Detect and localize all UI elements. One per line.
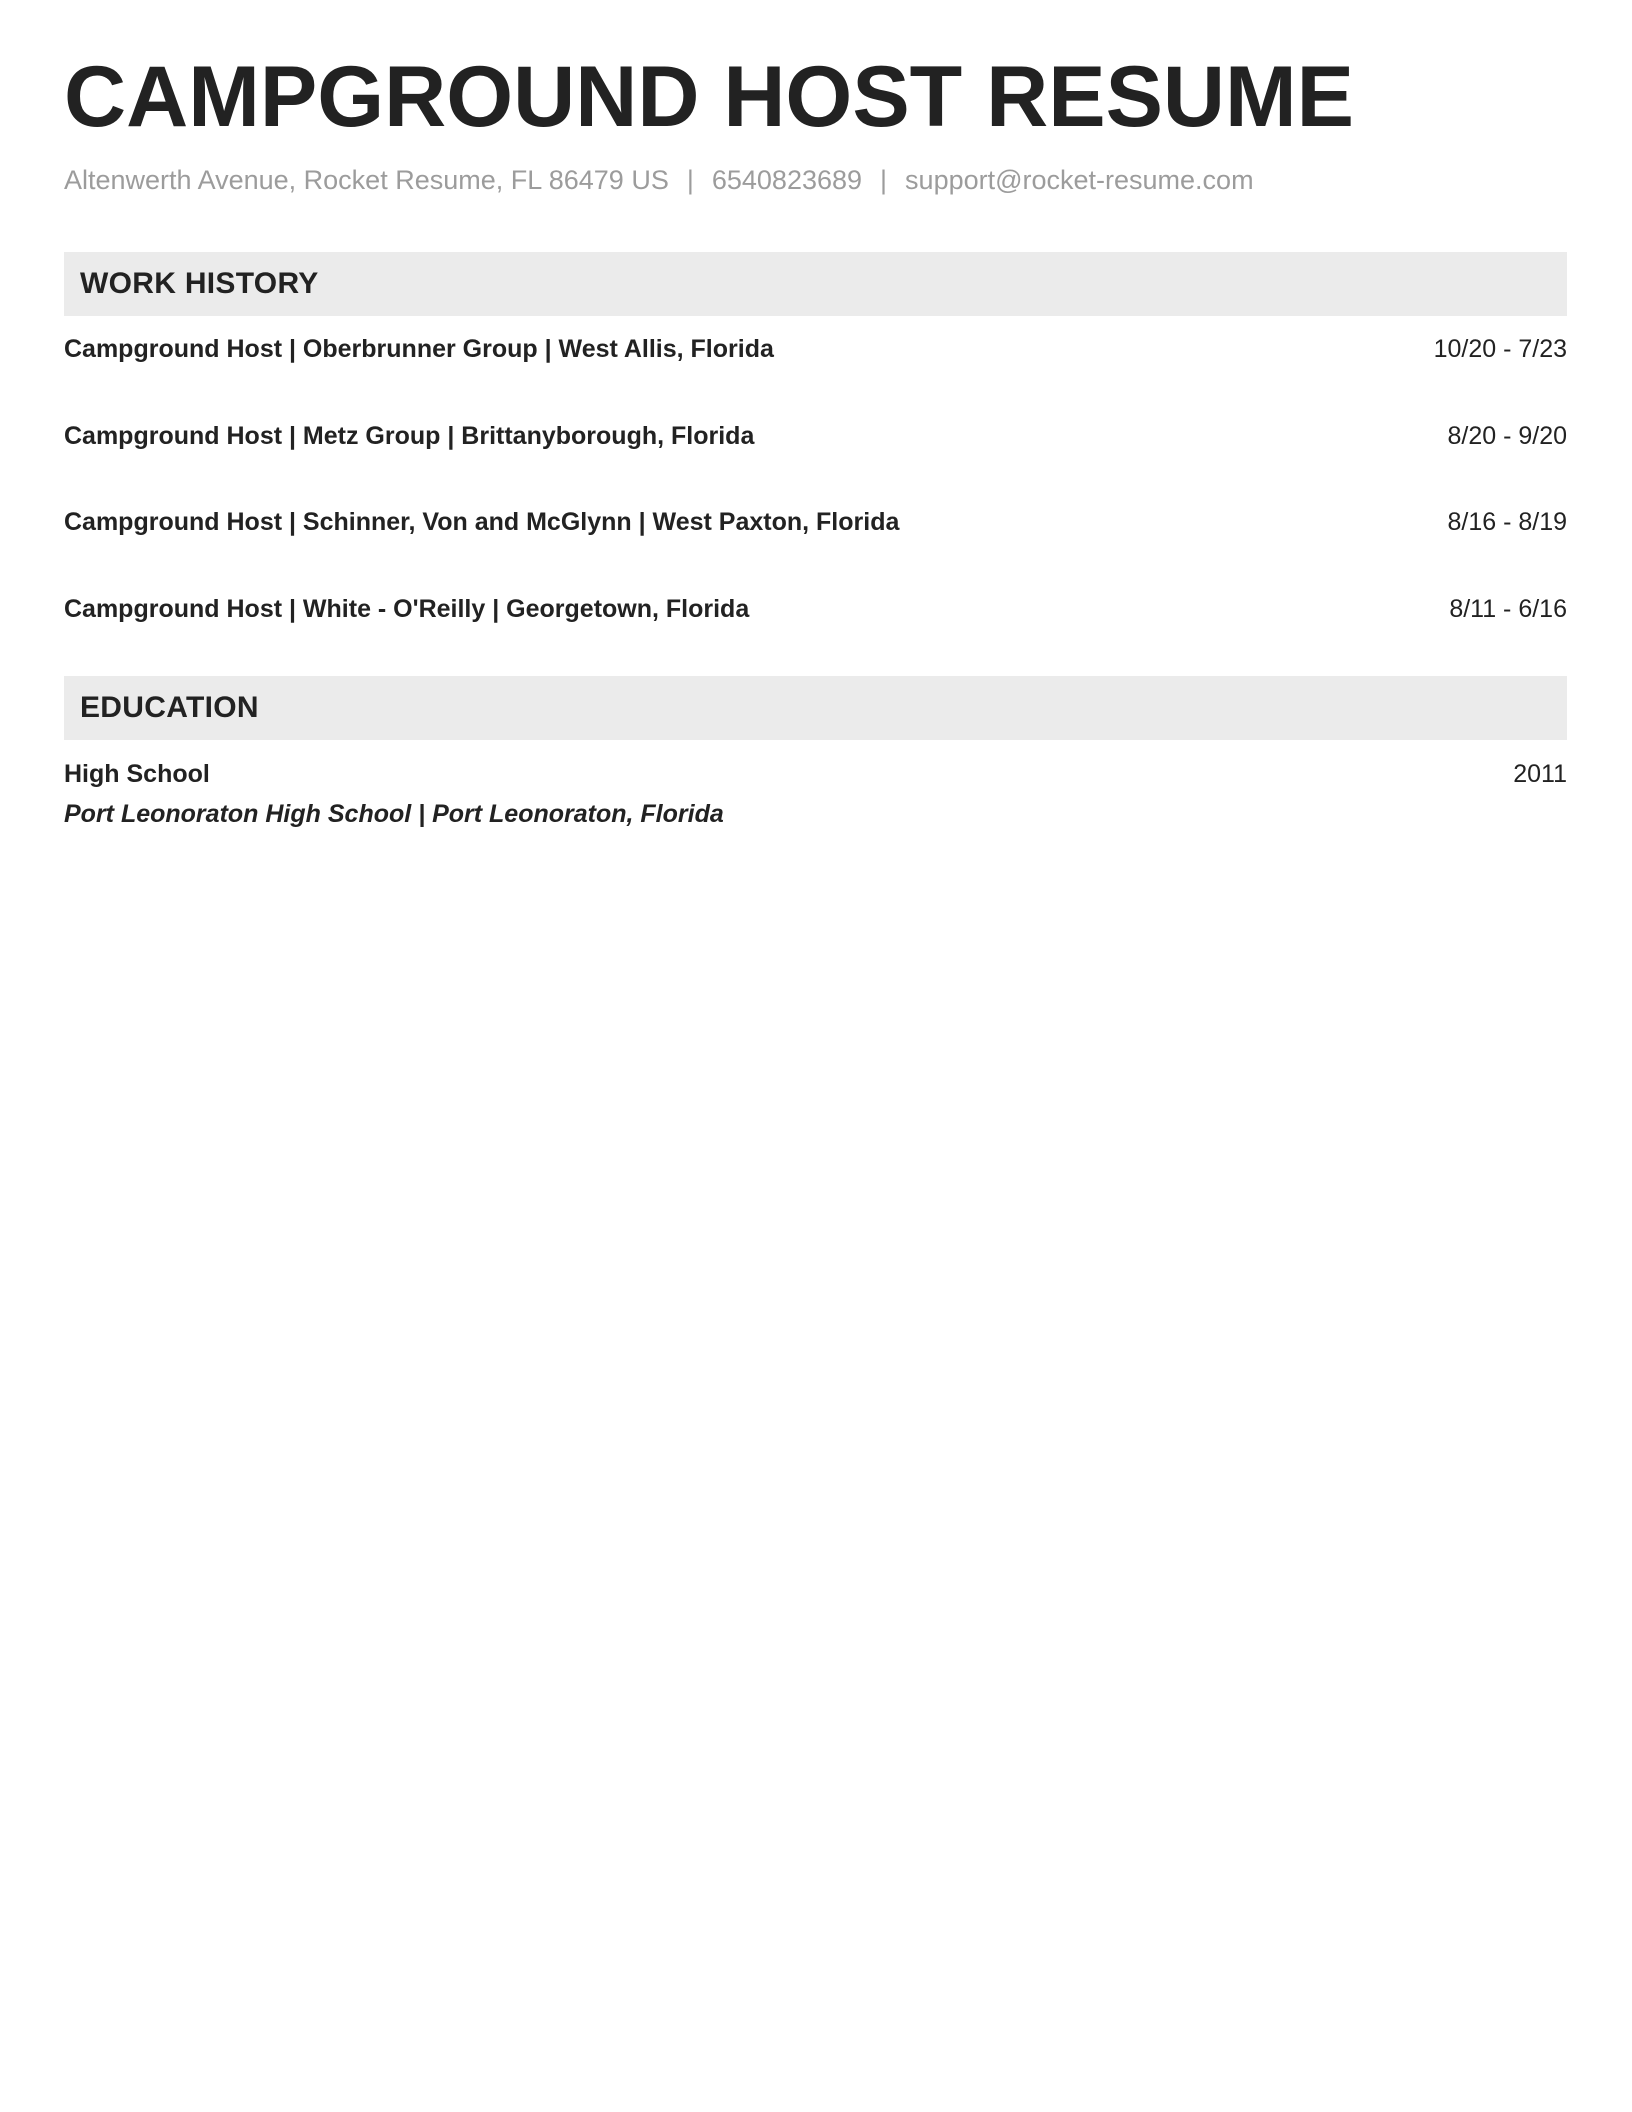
job-entry [64, 424, 1567, 456]
job-dates: 8/16 - 8/19 [1447, 508, 1567, 536]
education-degree: High School [64, 760, 210, 788]
job-title: Campground Host | Metz Group | Brittanyborough, Florida [64, 422, 755, 450]
work-history-header [64, 252, 1567, 316]
job-entry [64, 597, 1567, 629]
education-heading: EDUCATION [80, 691, 259, 724]
job-dates: 8/11 - 6/16 [1449, 595, 1567, 623]
contact-address: Altenwerth Avenue, Rocket Resume, FL 86479 US [64, 165, 669, 195]
job-title: Campground Host | Oberbrunner Group | West Allis, Florida [64, 335, 774, 363]
contact-email: support@rocket-resume.com [905, 165, 1254, 195]
job-entry [64, 510, 1567, 542]
education-year: 2011 [1513, 760, 1567, 788]
job-title: Campground Host | White - O'Reilly | Georgetown, Florida [64, 595, 750, 623]
job-dates: 10/20 - 7/23 [1433, 335, 1567, 363]
education-school: Port Leonoraton High School | Port Leonoraton, Florida [64, 800, 724, 828]
work-history-heading: WORK HISTORY [80, 267, 319, 300]
education-header [64, 676, 1567, 740]
job-title: Campground Host | Schinner, Von and McGlynn | West Paxton, Florida [64, 508, 900, 536]
contact-line [64, 167, 1254, 194]
job-dates: 8/20 - 9/20 [1447, 422, 1567, 450]
contact-separator: | [880, 165, 888, 195]
contact-phone: 6540823689 [711, 165, 863, 195]
contact-separator: | [686, 165, 694, 195]
job-entry [64, 337, 1567, 369]
resume-title: CAMPGROUND HOST RESUME [64, 49, 1355, 145]
